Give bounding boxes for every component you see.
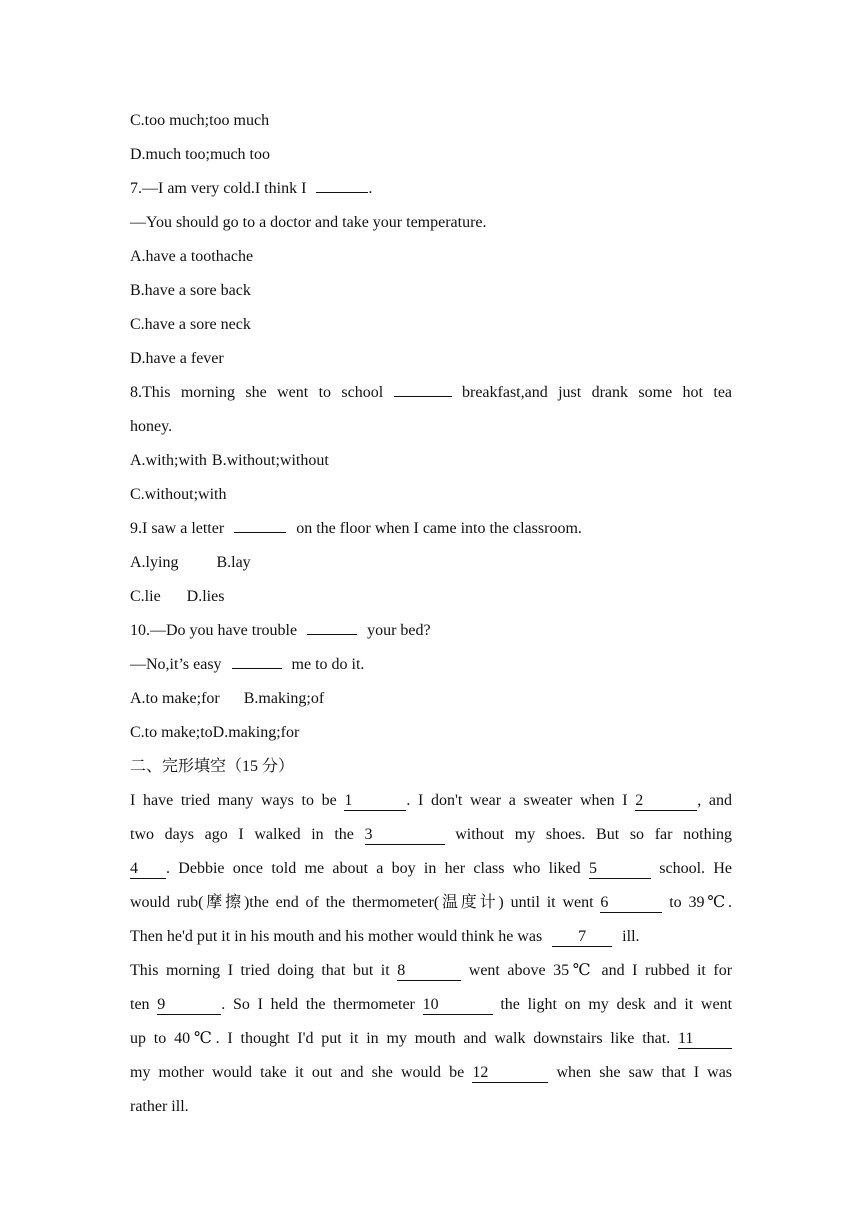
q10-blank-1 — [307, 616, 357, 635]
q6-option-c: C.too much;too much — [130, 112, 270, 129]
blank-11: 11 — [678, 1030, 732, 1049]
passage-line-7 — [130, 988, 732, 1022]
passage-text: This morning I tried doing that but it — [130, 962, 390, 979]
passage-line-5 — [130, 920, 732, 954]
q9-option-c: C.lie — [130, 588, 161, 605]
q9-stem — [130, 512, 732, 546]
q10-options-ab — [130, 682, 732, 716]
blank-4: 4 — [130, 860, 166, 879]
q7-stem-text: 7.—I am very cold.I think I — [130, 180, 307, 197]
blank-8: 8 — [397, 962, 461, 981]
passage-line-9 — [130, 1056, 732, 1090]
q9-option-a: A.lying — [130, 554, 179, 571]
q10-reply-end: me to do it. — [291, 656, 365, 673]
q10-reply-text: —No,it’s easy — [130, 656, 222, 673]
q8-stem-cont: breakfast,and just drank some hot tea — [461, 384, 733, 401]
passage-text: two days ago I walked in the — [130, 826, 354, 843]
passage-line-3 — [130, 852, 732, 886]
passage-line-1 — [130, 784, 732, 818]
passage-text: ten — [130, 996, 150, 1013]
q7-option-a: A.have a toothache — [130, 248, 254, 265]
q7-blank — [316, 174, 368, 193]
passage-text: , and — [697, 792, 733, 809]
blank-5: 5 — [589, 860, 651, 879]
q10-option-d: D.making;for — [212, 724, 300, 741]
section-heading: 二、完形填空（15 分） — [130, 758, 295, 775]
passage-line-2 — [130, 818, 732, 852]
passage-line-8 — [130, 1022, 732, 1056]
passage-line-10: rather ill. — [130, 1098, 189, 1115]
blank-1: 1 — [344, 792, 406, 811]
q10-options-cd — [130, 716, 732, 750]
passage-text: when she saw that I was — [556, 1064, 733, 1081]
q10-stem-end: your bed? — [367, 622, 431, 639]
blank-3: 3 — [365, 826, 445, 845]
blank-7: 7 — [552, 928, 612, 947]
q8-stem-text: 8.This morning she went to school — [130, 384, 384, 401]
q9-options-cd — [130, 580, 732, 614]
q6-option-d: D.much too;much too — [130, 146, 270, 163]
blank-6: 6 — [600, 894, 662, 913]
q10-option-a: A.to make;for — [130, 690, 220, 707]
q10-reply — [130, 648, 732, 682]
q9-blank — [234, 514, 286, 533]
passage-text: the light on my desk and it went — [500, 996, 733, 1013]
passage-text: went above 35℃ and I rubbed it for — [468, 962, 733, 979]
q9-options-ab — [130, 546, 732, 580]
passage-text: my mother would take it out and she would be — [130, 1064, 465, 1081]
passage-text: ill. — [622, 928, 640, 945]
q7-stem — [130, 172, 732, 206]
blank-10: 10 — [423, 996, 493, 1015]
q9-stem-end: on the floor when I came into the classroom. — [296, 520, 582, 537]
q10-stem-text: 10.—Do you have trouble — [130, 622, 298, 639]
passage-line-6 — [130, 954, 732, 988]
blank-2: 2 — [635, 792, 697, 811]
passage-text: up to 40℃. I thought I'd put it in my mouth and walk downstairs like that. — [130, 1030, 671, 1047]
q7-option-d: D.have a fever — [130, 350, 224, 367]
passage-text: . So I held the thermometer — [221, 996, 415, 1013]
blank-9: 9 — [157, 996, 221, 1015]
q8-stem — [130, 376, 732, 410]
passage-text: without my shoes. But so far nothing — [455, 826, 733, 843]
q7-option-b: B.have a sore back — [130, 282, 251, 299]
passage-text: . I don't wear a sweater when I — [406, 792, 628, 809]
q8-options-ab — [130, 444, 732, 478]
passage-text: . Debbie once told me about a boy in her class who liked — [166, 860, 581, 877]
q10-stem — [130, 614, 732, 648]
passage-line-4 — [130, 886, 732, 920]
q9-option-b: B.lay — [216, 554, 251, 571]
q9-option-d: D.lies — [186, 588, 225, 605]
q8-option-b: B.without;without — [211, 452, 329, 469]
q8-stem-end: honey. — [130, 418, 173, 435]
q7-stem-end: . — [368, 180, 373, 197]
blank-12: 12 — [472, 1064, 548, 1083]
document-page — [130, 104, 732, 1124]
q10-option-b: B.making;of — [243, 690, 325, 707]
q8-option-c: C.without;with — [130, 486, 227, 503]
passage-text: Then he'd put it in his mouth and his mother would think he was — [130, 928, 543, 945]
passage-text: would rub(摩擦)the end of the thermometer(温度计) until it went — [130, 894, 594, 911]
passage-text: to 39℃. — [669, 894, 733, 911]
q7-reply: —You should go to a doctor and take your temperature. — [130, 214, 487, 231]
passage-text: school. He — [659, 860, 733, 877]
q8-blank — [394, 378, 452, 397]
q10-option-c: C.to make;to — [130, 724, 213, 741]
q9-stem-text: 9.I saw a letter — [130, 520, 225, 537]
q7-option-c: C.have a sore neck — [130, 316, 251, 333]
passage-text: I have tried many ways to be — [130, 792, 337, 809]
q8-option-a: A.with;with — [130, 452, 207, 469]
q10-blank-2 — [232, 650, 282, 669]
